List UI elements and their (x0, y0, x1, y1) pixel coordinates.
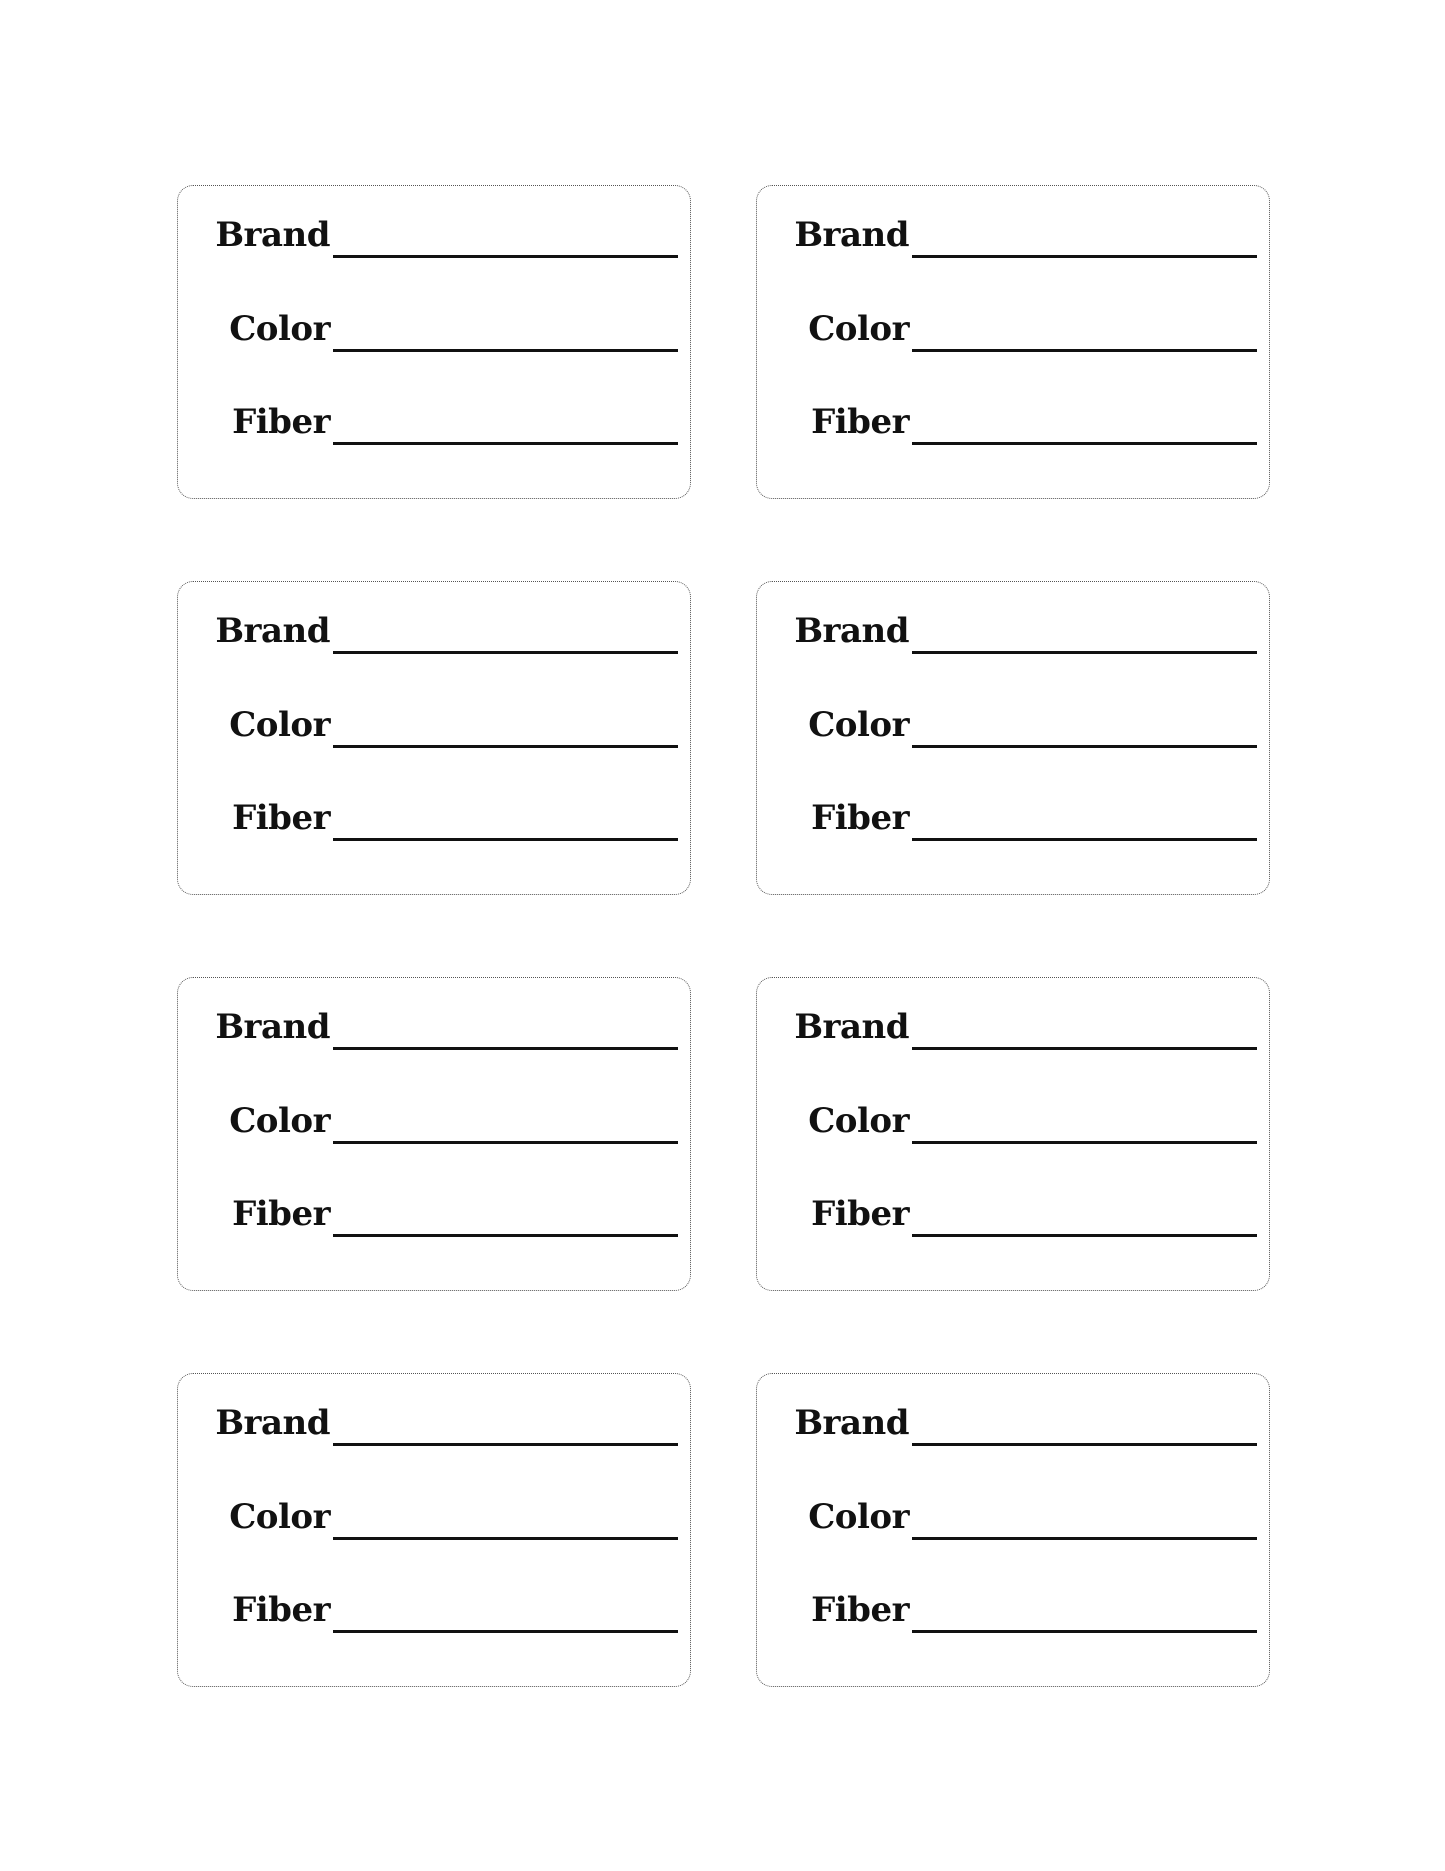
brand-field (178, 604, 690, 654)
color-label: Color (808, 309, 909, 349)
color-field (178, 302, 690, 352)
color-field (178, 1094, 690, 1144)
color-field (178, 1490, 690, 1540)
label-card (756, 185, 1270, 499)
color-field (757, 1094, 1269, 1144)
label-card (177, 1373, 691, 1687)
brand-label: Brand (215, 1007, 330, 1047)
fiber-field (178, 1583, 690, 1633)
color-label: Color (808, 1101, 909, 1141)
brand-write-line (912, 255, 1257, 258)
fiber-write-line (912, 442, 1257, 445)
color-write-line (333, 745, 678, 748)
fiber-label: Fiber (811, 1194, 909, 1234)
fiber-write-line (912, 1234, 1257, 1237)
color-write-line (912, 1141, 1257, 1144)
color-write-line (912, 1537, 1257, 1540)
brand-label: Brand (215, 611, 330, 651)
brand-write-line (912, 651, 1257, 654)
fiber-field (757, 1187, 1269, 1237)
fiber-write-line (333, 442, 678, 445)
color-write-line (333, 1141, 678, 1144)
fiber-write-line (333, 838, 678, 841)
label-card (177, 977, 691, 1291)
fiber-field (757, 791, 1269, 841)
fiber-write-line (912, 1630, 1257, 1633)
label-card (756, 581, 1270, 895)
label-card (177, 581, 691, 895)
color-label: Color (229, 309, 330, 349)
label-card (177, 185, 691, 499)
brand-field (178, 1000, 690, 1050)
brand-label: Brand (215, 215, 330, 255)
label-card (756, 977, 1270, 1291)
color-write-line (333, 349, 678, 352)
brand-write-line (333, 651, 678, 654)
color-label: Color (808, 705, 909, 745)
fiber-label: Fiber (232, 798, 330, 838)
fiber-write-line (333, 1234, 678, 1237)
color-label: Color (808, 1497, 909, 1537)
fiber-field (178, 1187, 690, 1237)
brand-write-line (912, 1443, 1257, 1446)
fiber-label: Fiber (811, 402, 909, 442)
fiber-field (178, 395, 690, 445)
fiber-label: Fiber (232, 1590, 330, 1630)
color-label: Color (229, 1497, 330, 1537)
color-write-line (912, 349, 1257, 352)
brand-write-line (333, 1443, 678, 1446)
fiber-field (178, 791, 690, 841)
brand-label: Brand (794, 1007, 909, 1047)
fiber-label: Fiber (811, 1590, 909, 1630)
label-card (756, 1373, 1270, 1687)
brand-field (757, 604, 1269, 654)
fiber-label: Fiber (232, 1194, 330, 1234)
fiber-label: Fiber (811, 798, 909, 838)
color-field (757, 302, 1269, 352)
brand-label: Brand (794, 215, 909, 255)
color-label: Color (229, 1101, 330, 1141)
brand-label: Brand (794, 611, 909, 651)
fiber-write-line (333, 1630, 678, 1633)
fiber-field (757, 395, 1269, 445)
color-field (757, 1490, 1269, 1540)
color-field (178, 698, 690, 748)
fiber-field (757, 1583, 1269, 1633)
brand-label: Brand (794, 1403, 909, 1443)
color-field (757, 698, 1269, 748)
brand-field (178, 1396, 690, 1446)
brand-field (757, 208, 1269, 258)
fiber-write-line (912, 838, 1257, 841)
brand-write-line (333, 255, 678, 258)
color-write-line (333, 1537, 678, 1540)
brand-field (757, 1000, 1269, 1050)
color-write-line (912, 745, 1257, 748)
brand-field (178, 208, 690, 258)
fiber-label: Fiber (232, 402, 330, 442)
brand-field (757, 1396, 1269, 1446)
brand-write-line (912, 1047, 1257, 1050)
brand-write-line (333, 1047, 678, 1050)
brand-label: Brand (215, 1403, 330, 1443)
color-label: Color (229, 705, 330, 745)
